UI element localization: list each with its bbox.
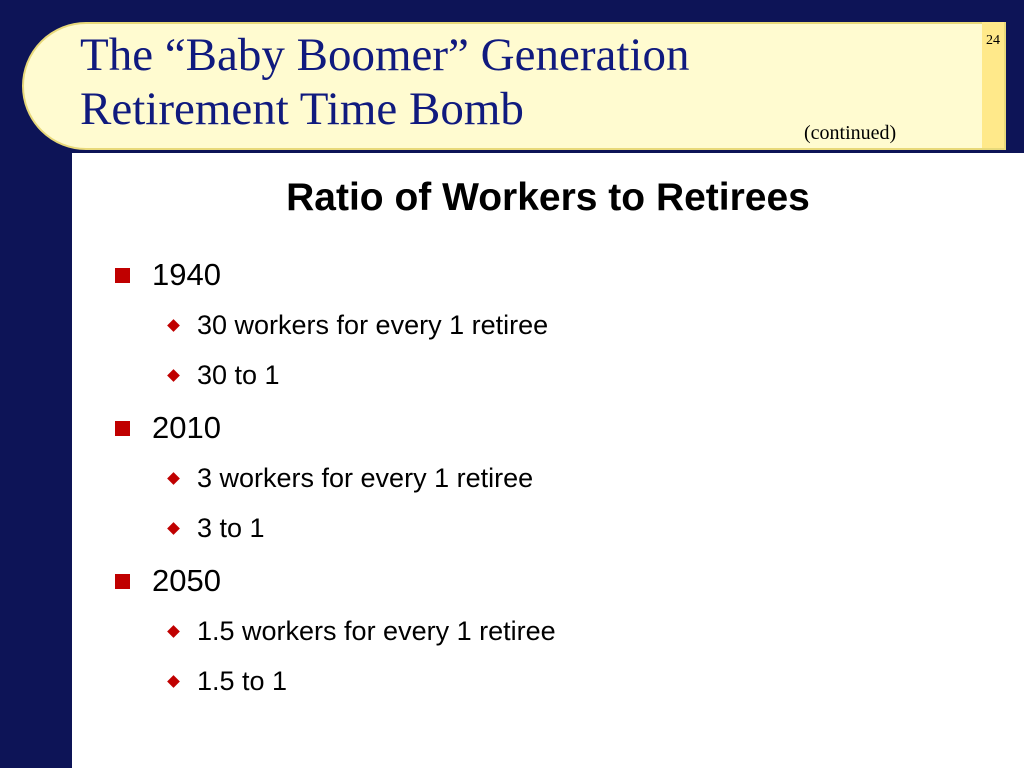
bullet-list <box>115 250 556 709</box>
sub-bullet-label: 3 workers for every 1 retiree <box>197 462 534 493</box>
square-bullet-icon <box>115 574 130 589</box>
sub-bullet-label: 1.5 workers for every 1 retiree <box>197 615 556 646</box>
bullet-group-1940 <box>115 250 556 400</box>
bullet-item <box>115 556 556 606</box>
diamond-bullet-icon <box>167 522 180 535</box>
bullet-group-2010 <box>115 403 556 553</box>
slide-title <box>80 28 960 136</box>
slide-subtitle: Ratio of Workers to Retirees <box>286 176 810 219</box>
sub-bullet-item <box>169 300 556 350</box>
sub-bullet-label: 3 to 1 <box>197 512 265 543</box>
diamond-bullet-icon <box>167 369 180 382</box>
bullet-label: 2010 <box>152 410 221 445</box>
bullet-label: 2050 <box>152 563 221 598</box>
sub-bullet-label: 30 to 1 <box>197 359 280 390</box>
bullet-label: 1940 <box>152 257 221 292</box>
slide-title-line-2: Retirement Time Bomb <box>80 83 524 135</box>
square-bullet-icon <box>115 421 130 436</box>
sub-bullet-item <box>169 350 556 400</box>
diamond-bullet-icon <box>167 319 180 332</box>
bullet-item <box>115 403 556 453</box>
sub-bullet-item <box>169 453 556 503</box>
diamond-bullet-icon <box>167 625 180 638</box>
diamond-bullet-icon <box>167 675 180 688</box>
bullet-item <box>115 250 556 300</box>
sub-bullet-item <box>169 656 556 706</box>
sub-bullet-item <box>169 606 556 656</box>
slide-title-line-1: The “Baby Boomer” Generation <box>80 29 690 81</box>
continued-label: (continued) <box>804 122 897 144</box>
diamond-bullet-icon <box>167 472 180 485</box>
square-bullet-icon <box>115 268 130 283</box>
slide-number: 24 <box>986 33 1000 48</box>
bullet-group-2050 <box>115 556 556 706</box>
sub-bullet-label: 30 workers for every 1 retiree <box>197 309 549 340</box>
sub-bullet-item <box>169 503 556 553</box>
sub-bullet-label: 1.5 to 1 <box>197 665 288 696</box>
